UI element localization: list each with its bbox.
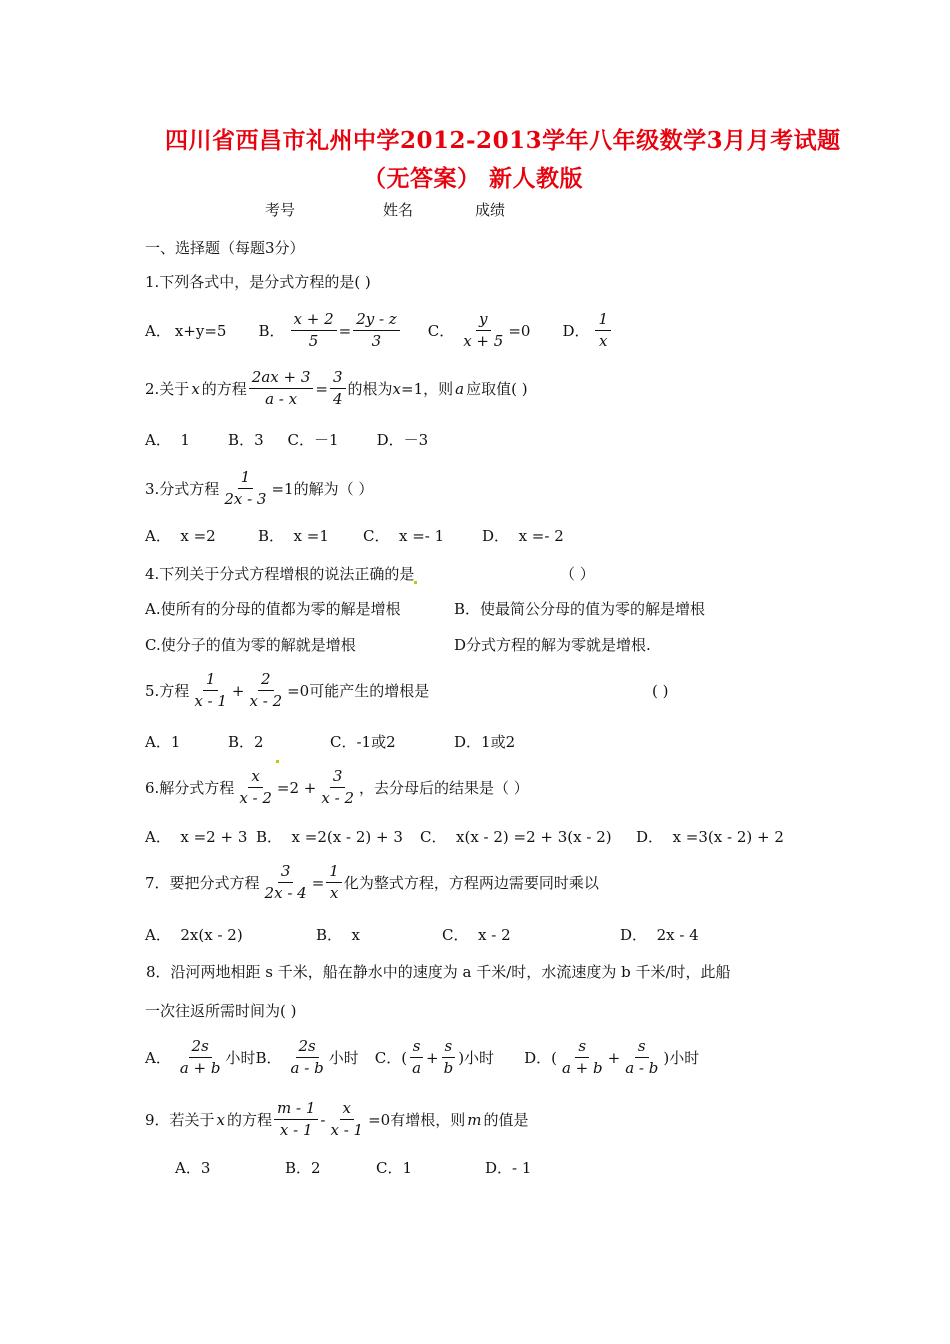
question-9-option-a: A．3	[175, 1159, 211, 1177]
question-5-option-c: C．-1或2	[330, 733, 396, 751]
question-6-option-c: C． x(x - 2) =2 + 3(x - 2)	[420, 828, 612, 846]
question-3-option-b: B． x =1	[258, 527, 329, 545]
option-a-text: x+y=5	[174, 321, 227, 340]
text: 的方程	[201, 379, 247, 398]
question-3-option-d: D． x =- 2	[482, 527, 564, 545]
text: 的根为	[347, 379, 393, 398]
fraction: $\frac{3}{2x - 4}$	[264, 862, 307, 902]
text: =2 +	[276, 778, 317, 797]
fraction: $\frac{s}{b}$	[441, 1037, 457, 1078]
question-9-stem	[145, 1099, 528, 1140]
score-label: 成绩	[475, 201, 506, 219]
question-2-options: A． 1 B．3 C．－1 D．－3	[145, 431, 429, 449]
text: 7．要把分式方程	[145, 873, 260, 892]
text: 应取值( )	[466, 379, 528, 398]
fraction: $\frac{1}{x}$	[326, 862, 342, 903]
option-a-label: A．	[145, 321, 171, 340]
question-5-option-d: D．1或2	[454, 733, 516, 751]
variable: m	[467, 1110, 482, 1129]
question-4-option-a: A.使所有的分母的值都为零的解是增根	[145, 600, 401, 618]
question-5-option-b: B．2	[228, 733, 264, 751]
text: 3.分式方程	[145, 479, 220, 498]
text: 5.方程	[145, 681, 190, 700]
option-c-label: C．(	[374, 1048, 408, 1067]
fraction: $\frac{x}{x - 2}$	[239, 767, 272, 807]
option-b-label: B．	[258, 321, 285, 340]
question-1-options	[145, 310, 613, 351]
section-heading: 一、选择题（每题3分）	[145, 239, 305, 257]
option-a-label: A．	[145, 1048, 171, 1067]
variable: x	[191, 379, 200, 398]
text: 4.下列关于分式方程增根的说法正确的是	[145, 565, 415, 583]
text: ，去分母后的结果是（ ）	[358, 778, 529, 797]
question-5-option-a: A．1	[145, 733, 181, 751]
equals-sign: =	[338, 321, 352, 340]
text: =0可能产生的增根是	[287, 681, 430, 700]
question-8-stem-line1: 8．沿河两地相距 s 千米，船在静水中的速度为 a 千米/时，水流速度为 b 千米/时，此船	[146, 963, 731, 981]
question-4-paren: （ ）	[560, 565, 595, 583]
fraction: $\frac{3}{x - 2}$	[321, 767, 354, 807]
text: 6.解分式方程	[145, 778, 235, 797]
option-c-tail: =0	[508, 321, 531, 340]
question-6-option-b: B． x =2(x - 2) + 3	[256, 828, 403, 846]
question-1-stem: 1.下列各式中，是分式方程的是( )	[145, 273, 371, 291]
text: 的值是	[483, 1110, 529, 1129]
option-b-label: B．	[255, 1048, 282, 1067]
stray-mark	[414, 581, 417, 584]
text: =1的解为（ ）	[271, 479, 374, 498]
question-2-stem	[145, 368, 528, 409]
option-c-label: C．	[427, 321, 455, 340]
fraction: $\frac{s}{a - b}$	[625, 1037, 659, 1077]
unit: )小时	[663, 1048, 700, 1067]
question-6-option-a: A． x =2 + 3	[145, 828, 248, 846]
question-3-stem	[145, 468, 373, 509]
fraction: $\frac{3}{4}$	[330, 368, 346, 409]
question-7-option-a: A． 2x(x - 2)	[145, 926, 243, 944]
unit: )小时	[458, 1048, 495, 1067]
option-d-label: D．(	[524, 1048, 557, 1067]
text: 2.关于	[145, 379, 190, 398]
equals-sign: =	[311, 873, 325, 892]
fraction: $\frac{x + 2}{5}$	[291, 310, 337, 351]
question-9-option-b: B．2	[285, 1159, 321, 1177]
question-9-option-d: D．- 1	[485, 1159, 532, 1177]
fraction: $\frac{m - 1}{x - 1}$	[274, 1099, 318, 1140]
question-3-option-a: A． x =2	[145, 527, 216, 545]
option-d-label: D．	[562, 321, 590, 340]
text: =1，则	[401, 379, 454, 398]
question-6-option-d: D． x =3(x - 2) + 2	[636, 828, 784, 846]
unit: 小时	[328, 1048, 359, 1067]
fraction: $\frac{1}{x}$	[595, 310, 611, 351]
question-4-option-d: D分式方程的解为零就是增根.	[454, 636, 651, 654]
question-3-option-c: C． x =- 1	[363, 527, 445, 545]
text: 化为整式方程，方程两边需要同时乘以	[343, 873, 599, 892]
text: 9．若关于	[145, 1110, 215, 1129]
plus-sign: +	[607, 1048, 621, 1067]
text: =0有增根，则	[368, 1110, 466, 1129]
question-6-stem	[145, 767, 529, 808]
minus-sign: -	[320, 1110, 326, 1129]
variable: a	[455, 379, 465, 398]
question-7-stem	[145, 862, 599, 903]
question-9-option-c: C．1	[376, 1159, 413, 1177]
fraction: $\frac{2ax + 3}{a - x}$	[249, 368, 314, 409]
page-title: 四川省西昌市礼州中学2012-2013学年八年级数学3月月考试题	[165, 127, 841, 154]
question-7-option-c: C． x - 2	[442, 926, 511, 944]
fraction: $\frac{x}{x - 1}$	[330, 1099, 364, 1139]
question-4-stem	[145, 564, 417, 584]
text: 的方程	[227, 1110, 273, 1129]
question-4-option-c: C.使分子的值为零的解就是增根	[145, 636, 356, 654]
plus-sign: +	[231, 681, 245, 700]
fraction: $\frac{2s}{a - b}$	[290, 1037, 324, 1077]
page-subtitle: （无答案） 新人教版	[363, 165, 584, 192]
exam-number-label: 考号	[265, 201, 296, 219]
name-label: 姓名	[383, 201, 414, 219]
fraction: $\frac{s}{a}$	[409, 1037, 424, 1078]
fraction: $\frac{2s}{a + b}$	[179, 1037, 221, 1077]
fraction: $\frac{2y - z}{3}$	[353, 310, 400, 351]
equals-sign: =	[315, 379, 328, 398]
fraction: $\frac{2}{x - 2}$	[249, 670, 283, 710]
fraction: $\frac{s}{a + b}$	[561, 1037, 603, 1077]
plus-sign: +	[426, 1048, 439, 1067]
question-8-options	[145, 1037, 699, 1078]
question-7-option-b: B． x	[316, 926, 361, 944]
fraction: $\frac{1}{2x - 3}$	[224, 468, 267, 508]
question-7-option-d: D． 2x - 4	[620, 926, 699, 944]
fraction: $\frac{y}{x + 5}$	[463, 310, 504, 350]
question-5-paren: ( )	[652, 682, 669, 700]
stray-mark	[276, 744, 279, 763]
question-8-stem-line2: 一次往返所需时间为( )	[145, 1002, 297, 1020]
question-5-stem	[145, 670, 429, 711]
variable: x	[216, 1110, 226, 1129]
variable: x	[392, 379, 401, 398]
unit: 小时	[225, 1048, 256, 1067]
fraction: $\frac{1}{x - 1}$	[194, 670, 227, 710]
question-4-option-b: B．使最简公分母的值为零的解是增根	[454, 600, 706, 618]
